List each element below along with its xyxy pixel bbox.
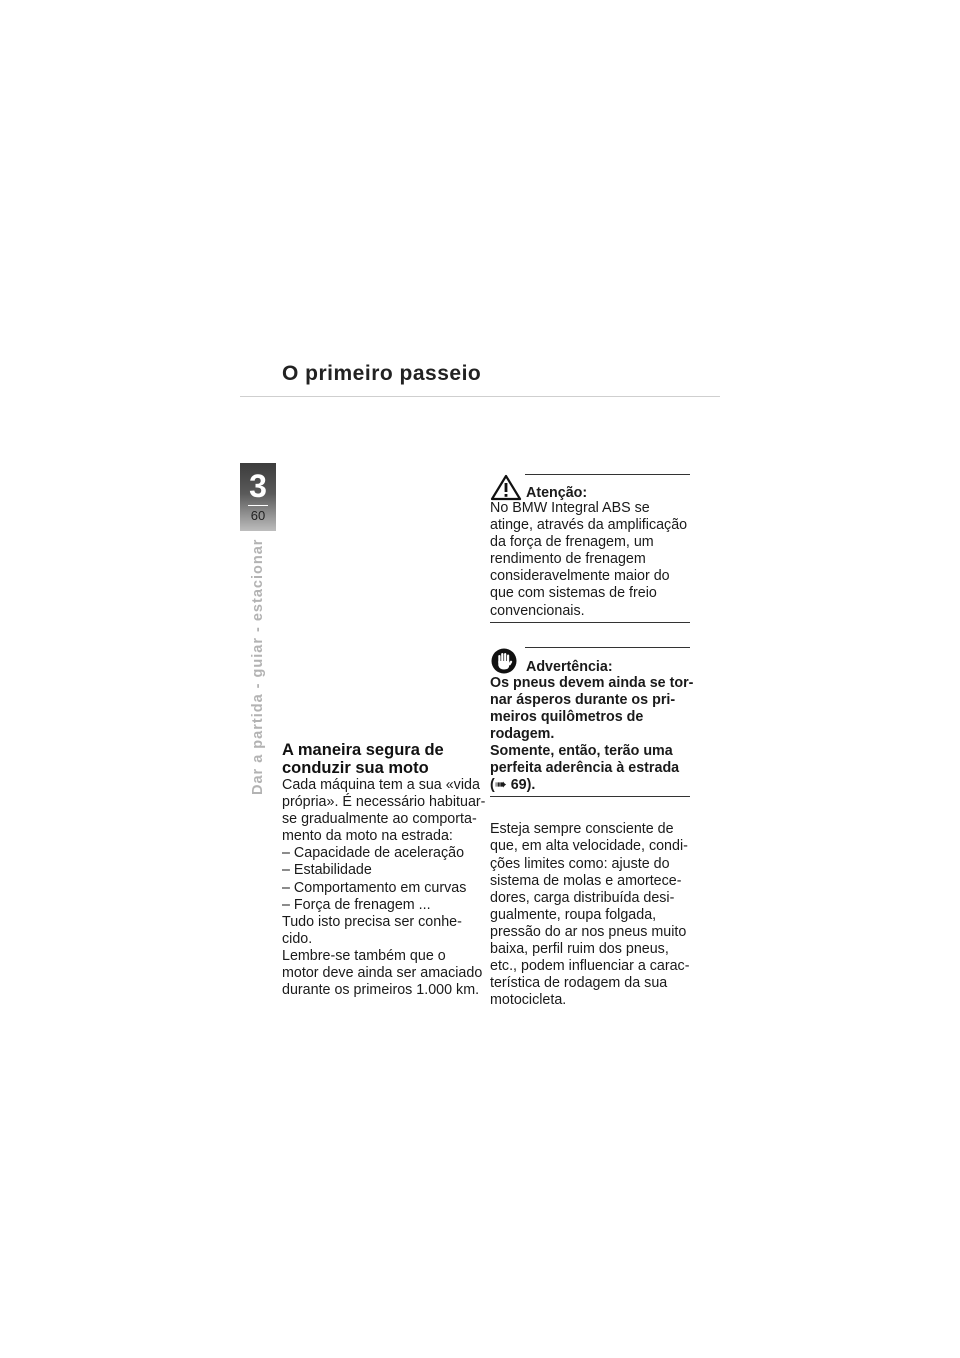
text-line: Tudo isto precisa ser conhe- bbox=[282, 913, 462, 930]
text-line: motocicleta. bbox=[490, 992, 567, 1009]
text-line: atinge, através da amplificação bbox=[490, 517, 688, 534]
warning-label: Advertência: bbox=[526, 658, 613, 675]
heading-line: conduzir sua moto bbox=[282, 758, 429, 777]
stop-hand-icon bbox=[490, 647, 518, 675]
list-item: – Força de frenagem ... bbox=[282, 896, 431, 913]
text-line: baixa, perfil ruim dos pneus, bbox=[490, 940, 669, 957]
text-line: gualmente, roupa folgada, bbox=[490, 906, 657, 923]
text-line: nar ásperos durante os pri- bbox=[490, 691, 676, 708]
text-line: perfeita aderência à estrada bbox=[490, 760, 680, 777]
chapter-number: 3 bbox=[249, 468, 267, 504]
text-line: Os pneus devem ainda se tor- bbox=[490, 674, 694, 691]
caution-label: Atenção: bbox=[526, 485, 588, 501]
text-line: terística de rodagem da sua bbox=[490, 975, 668, 992]
text-line: que com sistemas de freio bbox=[490, 585, 657, 602]
page-number: 60 bbox=[250, 508, 266, 523]
warning-header bbox=[490, 647, 690, 675]
text-line: durante os primeiros 1.000 km. bbox=[282, 982, 480, 999]
spacer bbox=[490, 797, 690, 821]
warning-triangle-icon bbox=[490, 474, 522, 501]
chapter-separator bbox=[248, 505, 268, 506]
speed-paragraph bbox=[490, 821, 690, 1009]
warning-text bbox=[490, 674, 694, 797]
heading-line: A maneira segura de bbox=[282, 741, 444, 759]
text-line: Cada máquina tem a sua «vida bbox=[282, 777, 480, 793]
right-column bbox=[490, 474, 694, 1009]
warning-box bbox=[490, 647, 694, 798]
text-line: pressão do ar nos pneus muito bbox=[490, 923, 687, 940]
text-line: Esteja sempre consciente de bbox=[490, 821, 674, 838]
text-line: No BMW Integral ABS se bbox=[490, 500, 650, 516]
text-line: dores, carga distribuída desi- bbox=[490, 889, 675, 906]
list-item: – Comportamento em curvas bbox=[282, 879, 467, 896]
section-heading bbox=[282, 742, 482, 777]
text-line: cido. bbox=[282, 930, 313, 947]
left-column bbox=[282, 741, 486, 999]
page-title: O primeiro passeio bbox=[282, 362, 482, 385]
intro-paragraph bbox=[282, 777, 486, 999]
text-line: consideravelmente maior do bbox=[490, 568, 670, 585]
text-line: Somente, então, terão uma bbox=[490, 743, 673, 760]
text-line: etc., podem influenciar a carac- bbox=[490, 958, 690, 975]
page-reference: (➠ 69). bbox=[490, 777, 536, 794]
text-line: própria». É necessário habituar- bbox=[282, 794, 486, 811]
text-line: motor deve ainda ser amaciado bbox=[282, 965, 483, 982]
caution-header bbox=[490, 474, 690, 500]
text-line: mento da moto na estrada: bbox=[282, 828, 453, 845]
caution-box bbox=[490, 474, 690, 623]
text-line: se gradualmente ao comporta- bbox=[282, 811, 477, 828]
text-line: Lembre-se também que o bbox=[282, 947, 446, 964]
text-line: rendimento de frenagem bbox=[490, 551, 646, 568]
text-line: ções limites como: ajuste do bbox=[490, 855, 670, 872]
text-line: sistema de molas e amortece- bbox=[490, 872, 682, 889]
text-line: da força de frenagem, um bbox=[490, 534, 654, 551]
text-line: rodagem. bbox=[490, 725, 555, 742]
caution-text bbox=[490, 500, 690, 622]
list-item: – Estabilidade bbox=[282, 862, 372, 879]
text-line: meiros quilômetros de bbox=[490, 708, 644, 725]
spacer bbox=[490, 623, 690, 647]
list-item: – Capacidade de aceleração bbox=[282, 845, 465, 862]
text-line: convencionais. bbox=[490, 602, 585, 619]
title-divider bbox=[240, 396, 720, 397]
chapter-tab bbox=[240, 463, 276, 531]
text-line: que, em alta velocidade, condi- bbox=[490, 838, 688, 855]
chapter-side-label: Dar a partida - guiar - estacionar bbox=[250, 538, 266, 795]
